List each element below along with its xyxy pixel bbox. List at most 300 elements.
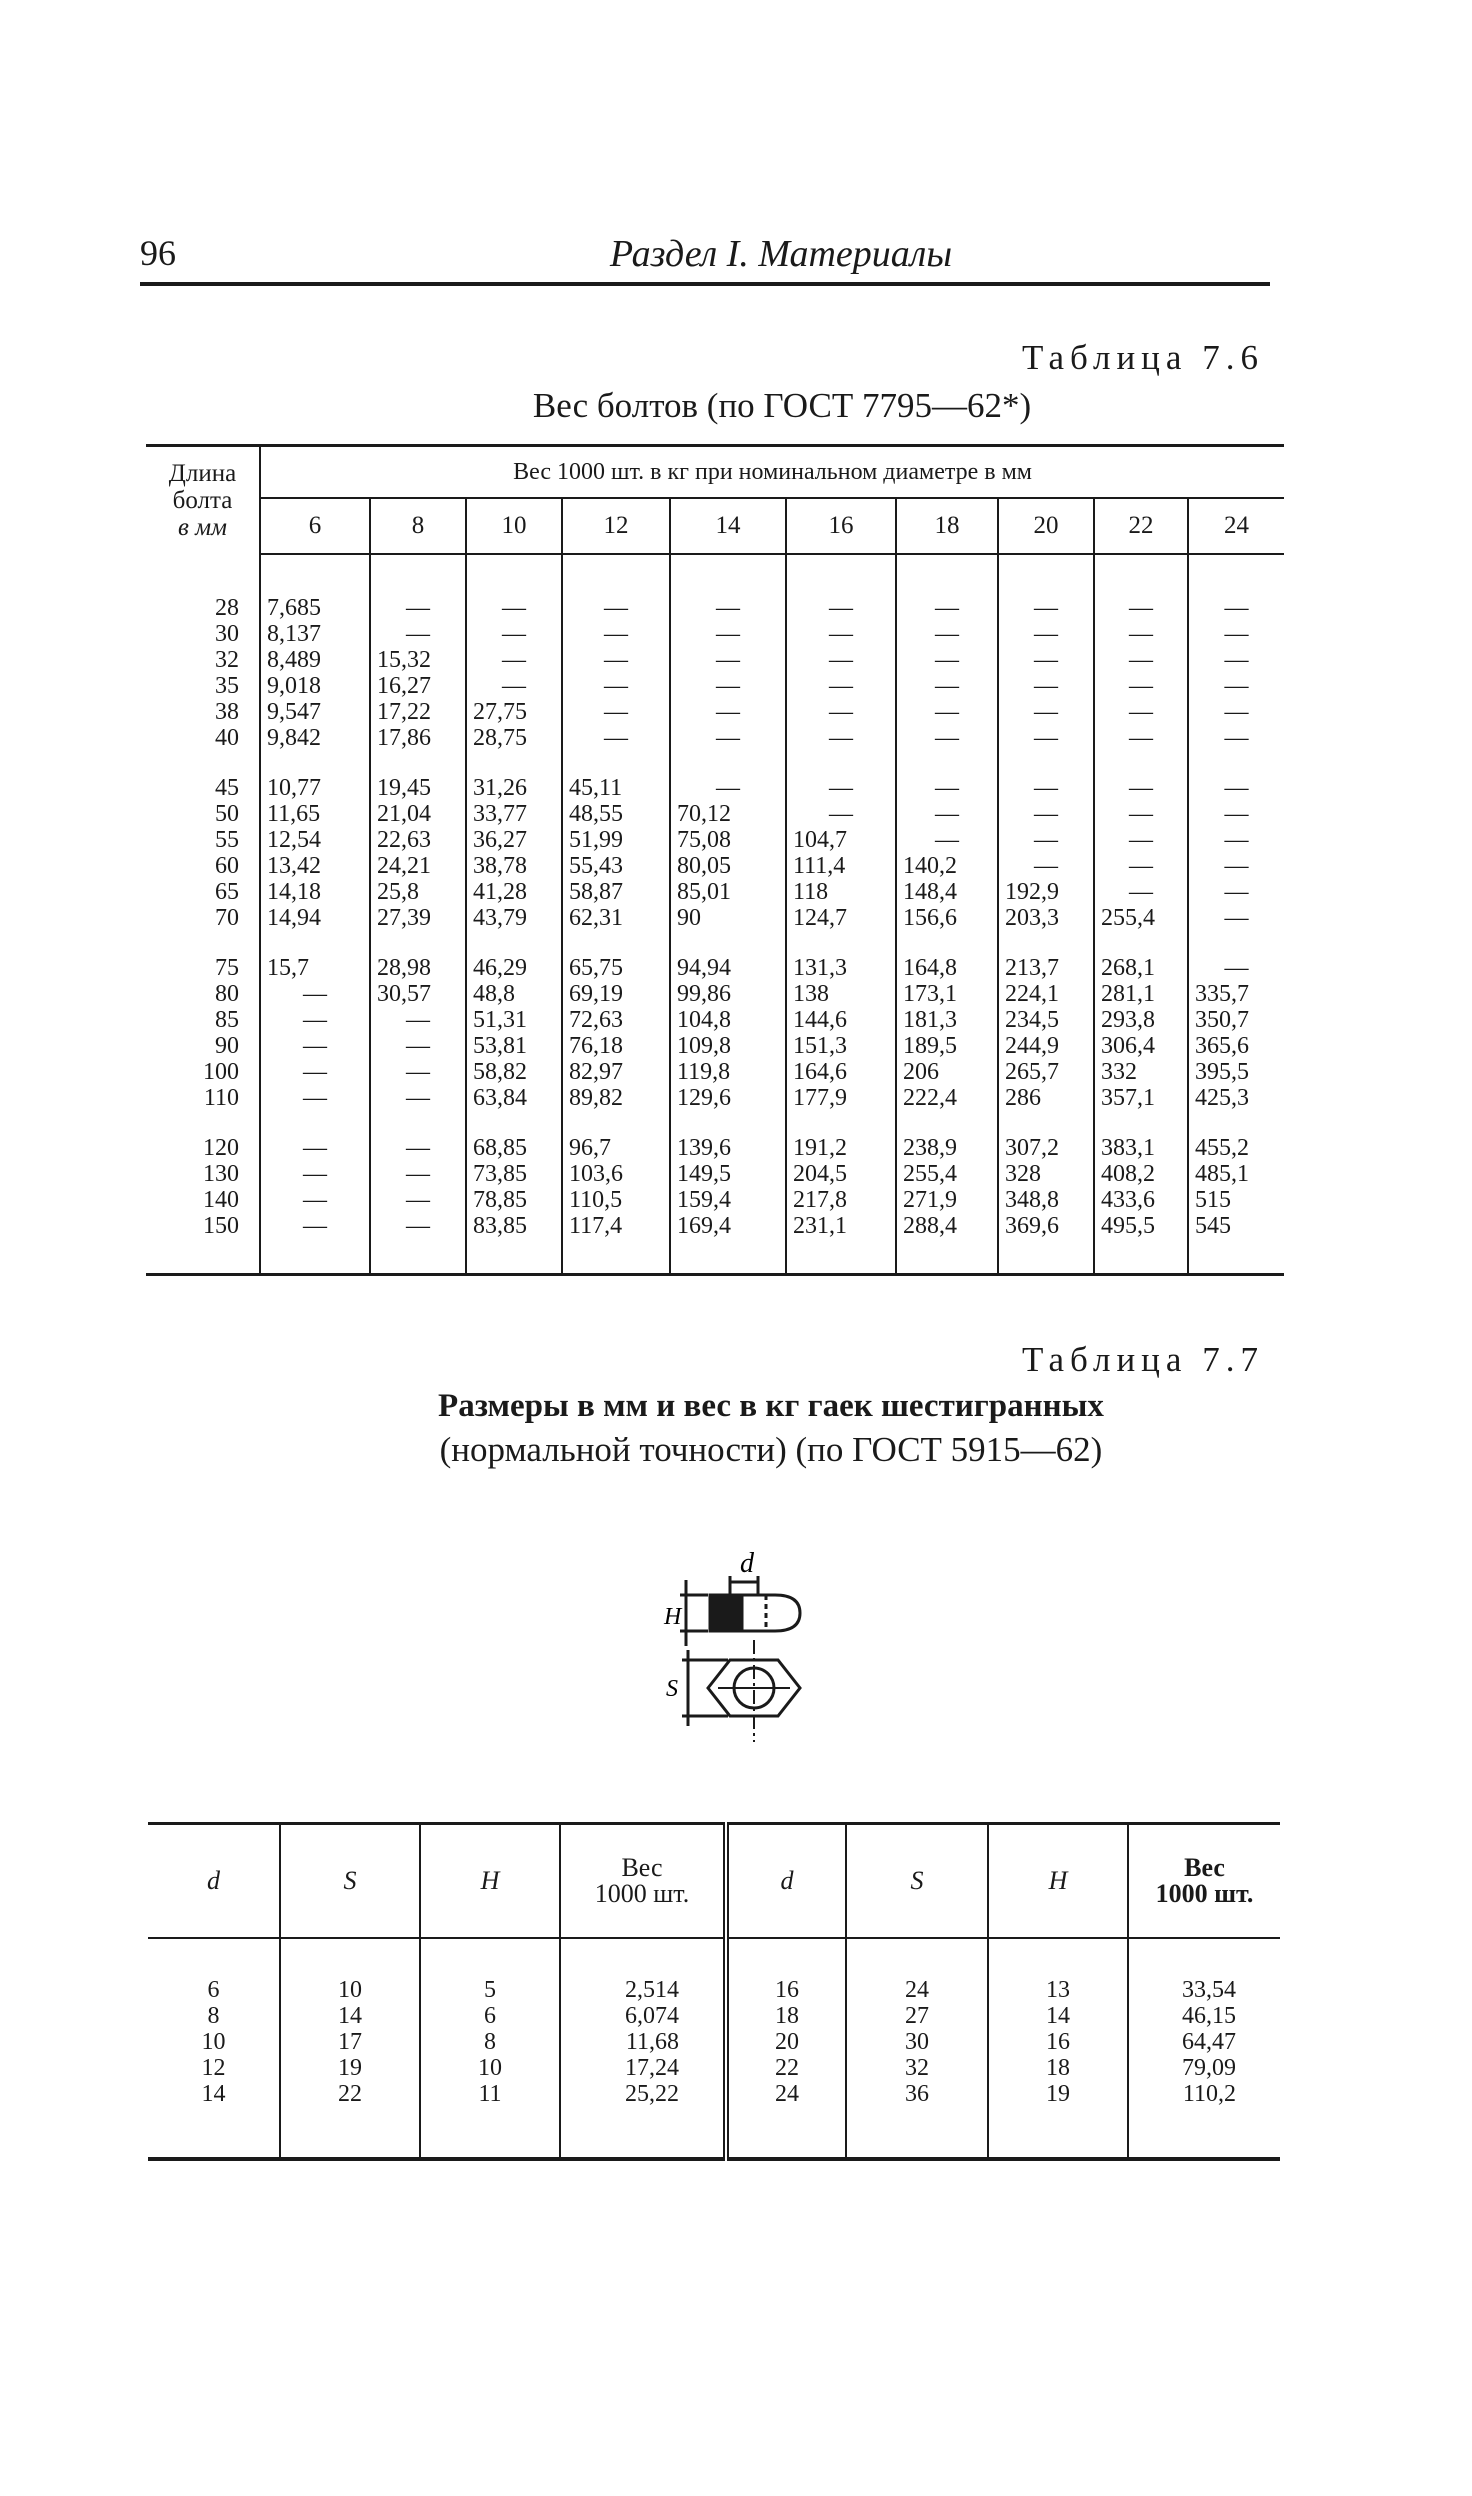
spacer-cell [148,2107,280,2159]
weight-cell: 119,8 [670,1059,786,1085]
spacer-cell [146,751,260,775]
weight-cell: 369,6 [998,1213,1094,1239]
weight-cell: 90 [670,905,786,931]
nut-cell: 6,074 [560,2003,726,2029]
weight-cell: 96,7 [562,1135,670,1161]
nut-cell: 2,514 [560,1977,726,2003]
weight-cell: 99,86 [670,981,786,1007]
weight-cell: 24,21 [370,853,466,879]
weight-cell: — [260,1161,370,1187]
nut-cell: 11,68 [560,2029,726,2055]
spacer-cell [466,1111,562,1135]
weight-cell: 14,94 [260,905,370,931]
weight-cell: — [260,1135,370,1161]
weight-cell: 41,28 [466,879,562,905]
weight-cell: 28,98 [370,955,466,981]
weight-cell: 63,84 [466,1085,562,1111]
nut-cell: 16 [988,2029,1128,2055]
weight-cell: — [998,699,1094,725]
bolt-length-cell: 120 [203,1135,239,1161]
weight-cell: — [260,1213,370,1239]
weight-cell: 51,99 [562,827,670,853]
table-row [146,853,1284,879]
weight-cell: 181,3 [896,1007,998,1033]
weight-cell: 213,7 [998,955,1094,981]
bolt-length-cell: 75 [215,955,239,981]
hex-nut-body [148,1938,1280,2159]
table-row [146,699,1284,725]
weight-cell: 11,65 [260,801,370,827]
nut-col-s: S [280,1824,420,1939]
weight-cell: — [1094,621,1188,647]
weight-cell: 28,75 [466,725,562,751]
weight-cell: 365,6 [1188,1033,1284,1059]
weight-header-line: Вес [1184,1853,1225,1882]
nut-cell: 17,24 [560,2055,726,2081]
nut-cell: 24 [846,1977,988,2003]
spacer-cell [260,1239,370,1275]
weight-cell: — [1094,775,1188,801]
nut-cell: 6 [420,2003,560,2029]
spacer-cell [786,1239,896,1275]
weight-cell: — [896,647,998,673]
nut-cell: 14 [280,2003,420,2029]
spacer-cell [1188,751,1284,775]
spacer-cell [896,931,998,955]
weight-cell: 27,39 [370,905,466,931]
nut-cell: 22 [280,2081,420,2107]
figure-label-s: S [666,1676,678,1702]
spacer-cell [896,1111,998,1135]
weight-cell: 36,27 [466,827,562,853]
spacer-cell [1188,554,1284,595]
weight-cell: — [562,725,670,751]
nut-cell: 17 [280,2029,420,2055]
table-row [146,801,1284,827]
weight-cell: — [1094,827,1188,853]
weight-cell: — [998,595,1094,621]
weight-cell: — [896,827,998,853]
weight-cell: — [998,801,1094,827]
weight-cell: 129,6 [670,1085,786,1111]
table-7-7-title-line2: (нормальной точности) (по ГОСТ 5915—62) [439,1430,1103,1469]
nut-cell: 11 [420,2081,560,2107]
weight-cell: 69,19 [562,981,670,1007]
nut-cell: 5 [420,1977,560,2003]
spacer-cell [562,1239,670,1275]
spacer-cell [146,554,260,595]
spacer-cell [466,931,562,955]
weight-cell: 9,547 [260,699,370,725]
table-row [146,1135,1284,1161]
spacer-cell [998,554,1094,595]
weight-cell: — [998,647,1094,673]
nut-cell: 14 [201,2081,226,2107]
nut-cell: 46,15 [1128,2003,1280,2029]
table-row [146,955,1284,981]
nut-cell: 19 [280,2055,420,2081]
weight-cell: — [670,775,786,801]
group-spacer [146,1239,1284,1275]
weight-cell: 53,81 [466,1033,562,1059]
weight-cell: — [466,673,562,699]
spacer-cell [988,2107,1128,2159]
bolt-length-cell: 32 [215,647,239,673]
weight-cell: — [466,621,562,647]
weight-cell: — [998,827,1094,853]
weight-cell: 16,27 [370,673,466,699]
weight-cell: 206 [896,1059,998,1085]
weight-cell: 19,45 [370,775,466,801]
weight-cell: — [370,595,466,621]
weight-cell: — [786,647,896,673]
spacer-cell [1188,931,1284,955]
weight-cell: — [786,801,896,827]
weight-cell: 144,6 [786,1007,896,1033]
weight-cell: 203,3 [998,905,1094,931]
weight-cell: 148,4 [896,879,998,905]
spacer-cell [1094,751,1188,775]
nut-cell: 10 [420,2055,560,2081]
weight-cell: 22,63 [370,827,466,853]
spacer-cell [260,554,370,595]
weight-cell: — [1188,853,1284,879]
spacer-cell [786,931,896,955]
group-spacer [146,931,1284,955]
weight-cell: — [562,595,670,621]
table-row [146,673,1284,699]
figure-label-h: H [664,1604,682,1630]
weight-cell: 151,3 [786,1033,896,1059]
spacer-cell [670,554,786,595]
spacer-cell [466,554,562,595]
nut-cell: 36 [846,2081,988,2107]
weight-cell: 25,8 [370,879,466,905]
nut-cell: 18 [726,2003,846,2029]
weight-cell: — [1188,801,1284,827]
weight-cell: — [562,621,670,647]
weight-cell: 131,3 [786,955,896,981]
bolt-length-cell: 55 [215,827,239,853]
weight-cell: 31,26 [466,775,562,801]
weight-cell: 268,1 [1094,955,1188,981]
nut-cell: 18 [988,2055,1128,2081]
diameter-header: 24 [1188,498,1284,554]
weight-cell: 65,75 [562,955,670,981]
nut-cell: 110,2 [1128,2081,1280,2107]
weight-cell: — [786,595,896,621]
weight-cell: 138 [786,981,896,1007]
weight-cell: — [1094,673,1188,699]
weight-cell: — [1188,647,1284,673]
weight-cell: 286 [998,1085,1094,1111]
weight-header-line: 1000 шт. [1155,1879,1254,1908]
table-7-7-label: Таблица 7.7 [1022,1340,1264,1379]
page-number: 96 [140,233,176,273]
nut-cell: 13 [988,1977,1128,2003]
weight-cell: 89,82 [562,1085,670,1111]
spacer-cell [420,2107,560,2159]
weight-cell: — [1188,905,1284,931]
table-row [148,2055,1280,2081]
weight-cell: — [1094,595,1188,621]
spacer-cell [1188,1111,1284,1135]
weight-cell: — [370,621,466,647]
spacer-cell [562,931,670,955]
weight-cell: 111,4 [786,853,896,879]
weight-cell: — [562,699,670,725]
weight-cell: 495,5 [1094,1213,1188,1239]
nut-cell: 20 [726,2029,846,2055]
header-rule [140,282,1270,286]
nut-col-h: H [420,1824,560,1939]
nut-col-d: d [148,1824,280,1939]
nut-cell: 10 [201,2029,226,2055]
weight-cell: 15,7 [260,955,370,981]
weight-cell: 33,77 [466,801,562,827]
bolt-length-cell: 85 [215,1007,239,1033]
weight-cell: 139,6 [670,1135,786,1161]
weight-cell: — [562,673,670,699]
length-header-line: болта [172,487,233,514]
weight-cell: 83,85 [466,1213,562,1239]
spacer-cell [146,1239,260,1275]
weight-cell: 433,6 [1094,1187,1188,1213]
nut-cell: 8 [207,2003,220,2029]
spacer-cell [560,2107,726,2159]
weight-cell: 140,2 [896,853,998,879]
weight-cell: 515 [1188,1187,1284,1213]
spacer-cell [562,1111,670,1135]
weight-cell: 118 [786,879,896,905]
spacer-cell [726,1938,846,1977]
spacer-cell [786,554,896,595]
spacer-cell [988,1938,1128,1977]
nut-col-d2: d [726,1824,846,1939]
nut-col-weight2 [1128,1824,1280,1939]
diameter-header-row [146,498,1284,554]
weight-cell: 335,7 [1188,981,1284,1007]
weight-cell: — [670,595,786,621]
weight-cell: 192,9 [998,879,1094,905]
spacer-cell [370,931,466,955]
table-row [146,981,1284,1007]
length-header-line: в мм [177,514,227,541]
spacer-cell [260,931,370,955]
nut-cell: 14 [988,2003,1128,2029]
spacer-cell [466,1239,562,1275]
group-spacer [146,751,1284,775]
weight-cell: 306,4 [1094,1033,1188,1059]
diameter-header: 22 [1094,498,1188,554]
spacer-cell [370,554,466,595]
weight-cell: 159,4 [670,1187,786,1213]
nut-cell: 6 [207,1977,220,2003]
spacer-cell [1094,1111,1188,1135]
nut-col-s2: S [846,1824,988,1939]
table-row [146,879,1284,905]
spacer-cell [370,751,466,775]
table-7-6-title: Вес болтов (по ГОСТ 7795—62*) [532,386,1032,425]
weight-header-line: 1000 шт. [594,1879,690,1908]
spacer-cell [846,2107,988,2159]
weight-cell: — [370,1161,466,1187]
weight-cell: 238,9 [896,1135,998,1161]
weight-cell: — [1094,879,1188,905]
weight-cell: — [896,621,998,647]
weight-cell: 55,43 [562,853,670,879]
spacer-cell [1128,1938,1280,1977]
weight-cell: 45,11 [562,775,670,801]
weight-cell: 8,489 [260,647,370,673]
weight-cell: — [786,725,896,751]
diameter-header: 18 [896,498,998,554]
weight-cell: — [896,595,998,621]
weight-cell: — [260,1085,370,1111]
weight-cell: — [1188,955,1284,981]
nut-cell: 22 [726,2055,846,2081]
table-row [146,1085,1284,1111]
spacer-cell [1188,1239,1284,1275]
spacer-cell [896,1239,998,1275]
weight-cell: 204,5 [786,1161,896,1187]
table-row [146,905,1284,931]
table-row [146,1033,1284,1059]
bolt-length-cell: 70 [215,905,239,931]
spacer-cell [1094,1239,1188,1275]
weight-cell: 109,8 [670,1033,786,1059]
weight-cell: 72,63 [562,1007,670,1033]
weight-cell: 265,7 [998,1059,1094,1085]
weight-cell: — [370,1059,466,1085]
weight-cell: 75,08 [670,827,786,853]
weight-cell: 357,1 [1094,1085,1188,1111]
weight-cell: 222,4 [896,1085,998,1111]
nut-cell: 10 [280,1977,420,2003]
spacer-cell [146,931,260,955]
spacer-cell [280,2107,420,2159]
spacer-cell [370,1239,466,1275]
weight-cell: — [786,673,896,699]
weight-cell: 48,8 [466,981,562,1007]
diameter-header: 20 [998,498,1094,554]
table-row [148,2029,1280,2055]
weight-cell: 58,82 [466,1059,562,1085]
weight-cell: 82,97 [562,1059,670,1085]
weight-cell: 51,31 [466,1007,562,1033]
group-spacer [148,2107,1280,2159]
weight-cell: 455,2 [1188,1135,1284,1161]
hex-nut-table [148,1822,1280,2161]
weight-cell: 70,12 [670,801,786,827]
spacer-cell [670,931,786,955]
bolt-length-cell: 140 [203,1187,239,1213]
weight-cell: — [786,699,896,725]
weight-cell: — [896,725,998,751]
weight-cell: — [896,775,998,801]
bolt-weight-body [146,554,1284,1275]
weight-cell: 78,85 [466,1187,562,1213]
weight-cell: 271,9 [896,1187,998,1213]
weight-cell: 156,6 [896,905,998,931]
spacer-cell [466,751,562,775]
bolt-length-cell: 150 [203,1213,239,1239]
weight-cell: — [1188,879,1284,905]
nut-col-weight [560,1824,726,1939]
spacer-cell [370,1111,466,1135]
weight-cell: 485,1 [1188,1161,1284,1187]
weight-cell: 13,42 [260,853,370,879]
weight-cell: 395,5 [1188,1059,1284,1085]
table-row [146,595,1284,621]
spacer-cell [146,1111,260,1135]
weight-cell: 255,4 [1094,905,1188,931]
spacer-cell [998,1111,1094,1135]
table-row [146,1213,1284,1239]
weight-cell: 73,85 [466,1161,562,1187]
weight-cell: — [896,673,998,699]
spacer-cell [260,1111,370,1135]
weight-cell: — [370,1007,466,1033]
weight-cell: 94,94 [670,955,786,981]
weight-cell: 293,8 [1094,1007,1188,1033]
table-7-6-label: Таблица 7.6 [1022,338,1264,377]
figure-label-d: d [740,1548,754,1579]
weight-cell: 164,6 [786,1059,896,1085]
weight-header-line: Вес [621,1853,663,1882]
weight-cell: — [370,1187,466,1213]
running-title: Раздел I. Материалы [609,233,953,275]
spacer-cell [998,1239,1094,1275]
weight-cell: 348,8 [998,1187,1094,1213]
weight-cell: 231,1 [786,1213,896,1239]
table-row [146,1007,1284,1033]
weight-cell: 46,29 [466,955,562,981]
weight-cell: 68,85 [466,1135,562,1161]
weight-cell: 43,79 [466,905,562,931]
weight-cell: — [1188,621,1284,647]
weight-cell: 80,05 [670,853,786,879]
weight-cell: 189,5 [896,1033,998,1059]
nut-cell: 19 [988,2081,1128,2107]
bolt-length-cell: 60 [215,853,239,879]
nut-cell: 33,54 [1128,1977,1280,2003]
weight-cell: 425,3 [1188,1085,1284,1111]
bolt-length-cell: 30 [215,621,239,647]
nut-cell: 27 [846,2003,988,2029]
weight-cell: 124,7 [786,905,896,931]
weight-cell: — [670,673,786,699]
weight-cell: 224,1 [998,981,1094,1007]
bolt-length-cell: 45 [215,775,239,801]
weight-cell: 177,9 [786,1085,896,1111]
bolt-length-cell: 50 [215,801,239,827]
weight-cell: — [1094,647,1188,673]
spacer-cell [896,751,998,775]
weight-cell: 21,04 [370,801,466,827]
weight-cell: — [370,1213,466,1239]
bolt-length-cell: 35 [215,673,239,699]
weight-cell: 244,9 [998,1033,1094,1059]
bolt-length-cell: 65 [215,879,239,905]
spacer-cell [148,1938,280,1977]
spacer-cell [280,1938,420,1977]
weight-cell: 58,87 [562,879,670,905]
group-spacer [146,554,1284,595]
weight-cell: 104,7 [786,827,896,853]
bolt-length-cell: 90 [215,1033,239,1059]
weight-cell: — [670,699,786,725]
